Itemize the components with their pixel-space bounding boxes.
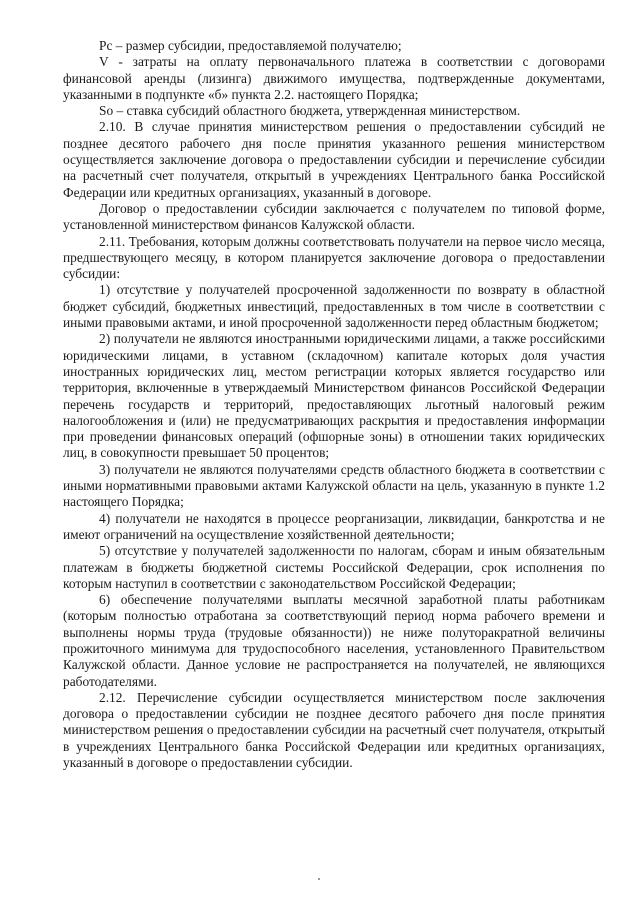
requirement-item-4: 4) получатели не находятся в процессе реорганизации, ликвидации, банкротства и не имеют ограничений на осуществление хозяйственной деятельности; <box>63 510 605 542</box>
document-page <box>63 38 605 771</box>
paragraph-contract-form: Договор о предоставлении субсидии заключается с получателем по типовой форме, установленной министерством финансов Калужской области. <box>63 200 605 233</box>
requirement-item-2: 2) получатели не являются иностранными юридическими лицами, а также российскими юридическими лицами, в уставном (складочном) капитале которых доля участия иностранных юридических лиц, местом регистрации которых является государство или территория, включенные в утверждаемый Министерством финансов Российской Федерации перечень государств и территорий, предоставляющих льготный налоговый режим налогообложения и (или) не предусматривающих раскрытия и предоставления информации при проведении финансовых операций (офшорные зоны) в отношении таких юридических лиц, в совокупности превышает 50 процентов; <box>63 331 605 461</box>
paragraph-so-definition: So – ставка субсидий областного бюджета, утвержденная министерством. <box>99 103 521 119</box>
paragraph-2-10: 2.10. В случае принятия министерством решения о предоставлении субсидий не позднее десятого рабочего дня после принятия указанного решения министерством осуществляется заключение договора о предоставлении субсидии и перечисление субсидии на расчетный счет получателя, открытый в учреждениях Центрального банка Российской Федерации или кредитных организациях, указанный в договоре. <box>63 119 605 200</box>
requirement-item-6: 6) обеспечение получателями выплаты месячной заработной платы работникам (которым полностью отработана за соответствующий период норма рабочего времени и выполнены нормы труда (трудовые обязанности)) не ниже полуторакратной величины прожиточного минимума для трудоспособного населения, установленного Правительством Калужской области. Данное условие не распространяется на получателей, не являющихся работодателями. <box>63 592 605 689</box>
paragraph-2-12: 2.12. Перечисление субсидии осуществляется министерством после заключения договора о предоставлении субсидии не позднее десятого рабочего дня после принятия министерством решения о предоставлении субсидии на расчетный счет получателя, открытый в учреждениях Центрального банка Российской Федерации или кредитных организациях, указанный в договоре о предоставлении субсидии. <box>63 689 605 771</box>
requirement-item-1: 1) отсутствие у получателей просроченной задолженности по возврату в областной бюджет субсидий, бюджетных инвестиций, предоставленных в том числе в соответствии с иными правовыми актами, и иной просроченной задолженности перед областным бюджетом; <box>63 282 605 331</box>
requirement-item-3: 3) получатели не являются получателями средств областного бюджета в соответствии с иными нормативными правовыми актами Калужской области на цель, указанную в пункте 1.2 настоящего Порядка; <box>63 461 605 510</box>
paragraph-v-definition: V - затраты на оплату первоначального платежа в соответствии с договорами финансовой аренды (лизинга) движимого имущества, подтвержденные документами, указанными в подпункте «б» пункта 2.2. настоящего Порядка; <box>63 54 605 102</box>
paragraph-pc-definition: Pc – размер субсидии, предоставляемой получателю; <box>99 38 402 53</box>
paragraph-2-11: 2.11. Требования, которым должны соответствовать получатели на первое число месяца, предшествующего месяцу, в котором планируется заключение договора о предоставлении субсидии: <box>63 233 605 282</box>
requirement-item-5: 5) отсутствие у получателей задолженности по налогам, сборам и иным обязательным платежам в бюджеты бюджетной системы Российской Федерации, срок исполнения по которым наступил в соответствии с законодательством Российской Федерации; <box>63 543 605 591</box>
scan-dot-mark <box>318 878 320 880</box>
